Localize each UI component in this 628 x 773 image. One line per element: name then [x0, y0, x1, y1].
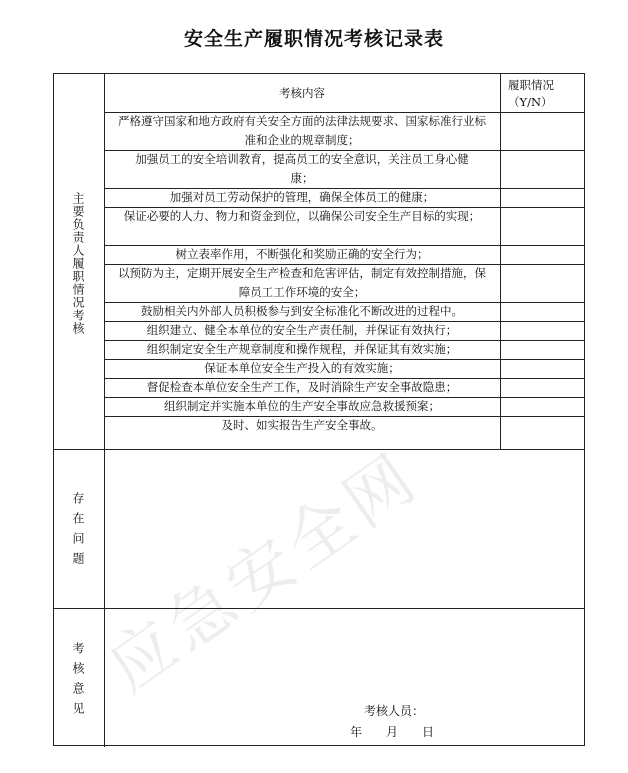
status-cell[interactable]	[500, 150, 585, 188]
status-cell[interactable]	[500, 302, 585, 321]
status-cell[interactable]	[500, 188, 585, 207]
assessment-item: 树立表率作用，不断强化和奖励正确的安全行为；	[175, 247, 429, 261]
section-label-issues: 存在问题	[71, 492, 85, 572]
assessment-item: 组织制定并实施本单位的生产安全事故应急救援预案；	[164, 399, 440, 413]
date-label: 年 月 日	[350, 725, 435, 739]
section-label-leader-assessment: 主要负责人履职情况考核	[71, 192, 85, 335]
status-cell[interactable]	[500, 340, 585, 359]
assessment-item: 严格遵守国家和地方政府有关安全方面的法律法规要求、国家标准行业标准和企业的规章制度；	[118, 114, 486, 147]
examiner-label: 考核人员：	[364, 704, 425, 718]
status-cell[interactable]	[500, 416, 585, 435]
assessment-table	[53, 73, 585, 746]
assessment-item: 鼓励相关内外部人员积极参与到安全标准化不断改进的过程中。	[141, 304, 463, 318]
status-cell[interactable]	[500, 359, 585, 378]
section-label-opinion: 考核意见	[71, 642, 85, 722]
assessment-item: 以预防为主，定期开展安全生产检查和危害评估，制定有效控制措施，保障员工工作环境的安全；	[118, 266, 486, 299]
assessment-item: 保证必要的人力、物力和资金到位，以确保公司安全生产目标的实现；	[123, 209, 481, 223]
document-title: 安全生产履职情况考核记录表	[183, 28, 444, 50]
status-cell[interactable]	[500, 378, 585, 397]
status-cell[interactable]	[500, 245, 585, 264]
section-divider-1	[54, 449, 585, 450]
assessment-item: 加强员工的安全培训教育，提高员工的安全意识，关注员工身心健康；	[135, 152, 469, 185]
section-divider-2	[54, 608, 585, 609]
status-cell[interactable]	[500, 264, 585, 302]
watermark: 应急安全网	[93, 437, 433, 708]
status-cell[interactable]	[500, 397, 585, 416]
assessment-item: 保证本单位安全生产投入的有效实施；	[204, 361, 400, 375]
status-cell[interactable]	[500, 321, 585, 340]
assessment-item: 加强对员工劳动保护的管理，确保全体员工的健康；	[169, 190, 435, 204]
assessment-item: 组织建立、健全本单位的安全生产责任制，并保证有效执行；	[146, 323, 458, 337]
status-cell[interactable]	[500, 207, 585, 245]
assessment-item: 督促检查本单位安全生产工作，及时消除生产安全事故隐患；	[146, 380, 458, 394]
status-column-header: 履职情况（Y/N）	[508, 78, 554, 109]
assessment-item: 及时、如实报告生产安全事故。	[221, 418, 383, 432]
assessment-item: 组织制定安全生产规章制度和操作规程，并保证其有效实施；	[146, 342, 458, 356]
status-cell[interactable]	[500, 112, 585, 150]
content-column-header: 考核内容	[279, 86, 325, 100]
